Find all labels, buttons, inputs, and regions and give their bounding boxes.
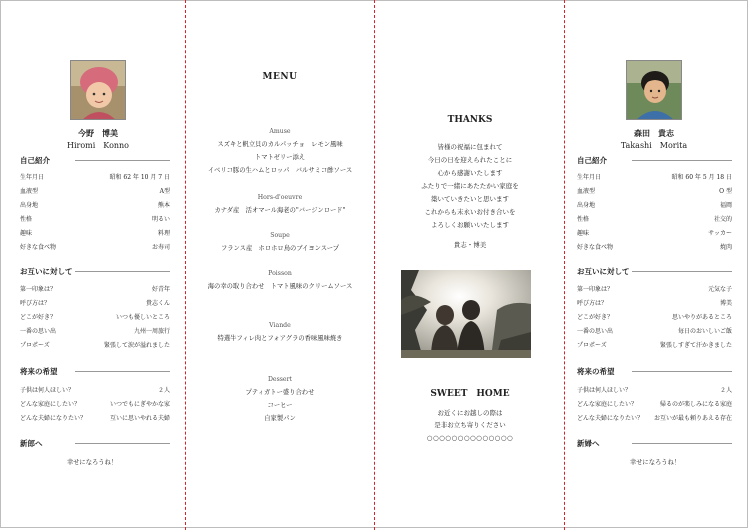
thanks-message-line: 今日の日を迎えられたことに <box>427 156 513 164</box>
profile-row <box>20 341 170 351</box>
profile-row-value: ２人 <box>157 387 170 394</box>
profile-row-value: 明るい <box>151 216 170 223</box>
section-title: 自己紹介 <box>577 156 607 165</box>
profile-row-value: 互いに思いやれる夫婦 <box>109 415 170 422</box>
profile-row-label: 趣味 <box>577 230 590 237</box>
profile-row <box>20 285 170 295</box>
profile-row-label: 呼び方は？ <box>20 300 51 307</box>
profile-row <box>20 201 170 211</box>
profile-row-value: いつも優しいところ <box>115 314 170 321</box>
bride-profile-panel <box>565 0 750 530</box>
profile-row <box>577 201 732 211</box>
profile-row-value: 緊張しすぎて汗かきました <box>659 342 732 349</box>
profile-row-value: 社交的 <box>713 216 732 223</box>
section-title: 新郎へ <box>20 439 43 448</box>
profile-row-label: 子供は何人ほしい？ <box>20 387 75 394</box>
profile-row <box>20 414 170 424</box>
profile-row-value: 好青年 <box>151 286 170 293</box>
profile-row-value: サッカー <box>708 230 732 237</box>
menu-dish: スズキと帆立貝のカルパッチョ レモン風味 <box>217 141 343 148</box>
profile-row <box>20 187 170 197</box>
profile-row-value: 帰るのが楽しみになる家庭 <box>659 401 732 408</box>
profile-row <box>20 400 170 410</box>
thanks-title: THANKS <box>447 115 493 125</box>
profile-row-label: 出身地 <box>577 202 596 209</box>
course-name: Viande <box>269 322 291 329</box>
profile-row-label: 生年月日 <box>577 174 602 181</box>
profile-row-label: プロポーズ <box>577 342 607 349</box>
profile-row-value: お互いが最も頼りあえる存在 <box>653 415 732 422</box>
thanks-message-line: ふたりで一緒にあたたかい家庭を <box>421 182 519 190</box>
profile-row-label: 好きな食べ物 <box>20 244 57 251</box>
profile-row-value: 緊張して涙が溢れました <box>103 342 170 349</box>
thanks-message-line: 皆様の祝福に包まれて <box>437 143 503 151</box>
profile-row <box>577 215 732 225</box>
bride-photo <box>626 60 682 120</box>
menu-dish: 特選牛フィレ肉とフォアグラの香味風味焼き <box>217 335 343 342</box>
section-title: お互いに対して <box>20 267 73 276</box>
profile-row-label: どこが好き？ <box>20 314 57 321</box>
section-divider <box>75 371 170 372</box>
profile-row-value: 九州一周旅行 <box>133 328 170 335</box>
thanks-message-line: 築いていきたいと思います <box>431 195 509 203</box>
section-title: 将来の希望 <box>20 367 58 376</box>
profile-row <box>20 386 170 396</box>
profile-row <box>20 313 170 323</box>
thanks-message-line: これからも末永いお付き合いを <box>424 208 516 216</box>
profile-row-label: どこが好き？ <box>577 314 614 321</box>
profile-row-value: お寿司 <box>151 244 170 251</box>
profile-row-label: どんな家庭にしたい？ <box>577 401 638 408</box>
section-title: 将来の希望 <box>577 367 615 376</box>
profile-row <box>577 341 732 351</box>
groom-photo <box>70 60 126 120</box>
menu-dish: プティガトー盛り合わせ <box>245 389 315 396</box>
menu-dish: カナダ産 活オマール海老の"バージンロード" <box>214 207 346 214</box>
profile-row <box>20 327 170 337</box>
section-divider <box>632 371 732 372</box>
profile-row <box>577 187 732 197</box>
profile-row-value: 焼肉 <box>719 244 732 251</box>
profile-row-label: 性格 <box>577 216 590 223</box>
thanks-message-line: よろしくお願いいたします <box>431 221 509 229</box>
profile-row-value: 貴志くん <box>145 300 170 307</box>
profile-row-value: 思いやりがあるところ <box>671 314 732 321</box>
profile-row-label: どんな家庭にしたい？ <box>20 401 81 408</box>
profile-row-value: いつでもにぎやかな家 <box>109 401 170 408</box>
menu-dish: 自家製パン <box>264 415 296 422</box>
menu-dish: イベリコ豚の生ハムとロッパ バルサミコ酢ソース <box>207 167 353 174</box>
profile-row <box>577 229 732 239</box>
profile-row-label: プロポーズ <box>20 342 50 349</box>
profile-row-value: 毎日のおいしいご飯 <box>677 328 732 335</box>
bride-message: 幸せになろうね！ <box>629 459 681 466</box>
profile-row-label: どんな夫婦になりたい？ <box>20 415 87 422</box>
section-title: 自己紹介 <box>20 156 50 165</box>
profile-row-label: 好きな食べ物 <box>577 244 614 251</box>
profile-row-label: 出身地 <box>20 202 39 209</box>
thanks-message-line: 心から感謝いたします <box>437 169 503 177</box>
profile-row <box>577 327 732 337</box>
groom-profile-panel <box>0 0 185 530</box>
profile-row <box>20 173 170 183</box>
profile-row-value: 昭和 62 年 10 月 7 日 <box>109 174 170 181</box>
profile-row-label: 性格 <box>20 216 33 223</box>
profile-row-value: 昭和 60 年 5 月 18 日 <box>671 174 732 181</box>
profile-row-value: O 型 <box>719 188 732 195</box>
profile-row <box>577 313 732 323</box>
section-divider <box>632 271 732 272</box>
couple-photo <box>401 270 531 358</box>
home-message-line: 是非お立ち寄りください <box>434 421 506 429</box>
bride-name-jp: 森田 貴志 <box>634 128 674 138</box>
section-divider <box>75 443 170 444</box>
profile-row <box>577 285 732 295</box>
section-divider <box>632 160 732 161</box>
profile-row-value: 熊本 <box>157 202 170 209</box>
section-title: 新婦へ <box>577 439 600 448</box>
profile-row <box>577 173 732 183</box>
profile-row <box>577 243 732 253</box>
profile-row-label: 第一印象は？ <box>577 286 614 293</box>
profile-row-value: 福岡 <box>719 202 732 209</box>
profile-row <box>577 400 732 410</box>
profile-row <box>20 243 170 253</box>
profile-row-label: 生年月日 <box>20 174 45 181</box>
profile-row-label: どんな夫婦になりたい？ <box>577 415 644 422</box>
section-title: お互いに対して <box>577 267 630 276</box>
thanks-panel <box>375 0 564 530</box>
profile-row-label: 血液型 <box>20 188 39 195</box>
profile-row-value: ２人 <box>719 387 732 394</box>
profile-row-value: 博美 <box>719 300 732 307</box>
groom-name-jp: 今野 博美 <box>78 128 118 138</box>
groom-name-en: Hiromi Konno <box>66 141 130 150</box>
profile-row <box>20 299 170 309</box>
thanks-signature: 貴志・博美 <box>453 241 487 249</box>
section-divider <box>75 271 170 272</box>
profile-row-label: 第一印象は？ <box>20 286 57 293</box>
course-name: Soupe <box>270 232 290 239</box>
profile-row-label: 呼び方は？ <box>577 300 608 307</box>
menu-dish: 海の幸の取り合わせ トマト風味のクリームソース <box>207 283 353 290</box>
home-message-line: お近くにお越しの際は <box>437 409 503 417</box>
profile-row <box>20 215 170 225</box>
section-divider <box>75 160 170 161</box>
menu-dish: フランス産 ホロホロ鳥のブイヨンスープ <box>220 245 340 252</box>
menu-dish: トマトゼリー添え <box>254 154 306 161</box>
profile-row <box>577 414 732 424</box>
sweet-home-title: SWEET HOME <box>430 389 510 399</box>
profile-row <box>577 386 732 396</box>
profile-row-label: 血液型 <box>577 188 596 195</box>
course-name: Poisson <box>268 270 292 277</box>
bride-name-en: Takashi Morita <box>620 141 688 150</box>
course-name: Amuse <box>269 128 291 135</box>
menu-panel <box>186 0 374 530</box>
address-placeholder: ○○○○○○○○○○○○○○ <box>426 434 514 442</box>
profile-row-label: 一番の思い出 <box>20 328 57 335</box>
course-name: Dessert <box>267 376 293 383</box>
menu-dish: コーヒー <box>267 402 293 409</box>
profile-row <box>577 299 732 309</box>
section-divider <box>632 443 732 444</box>
menu-title: MENU <box>262 72 298 82</box>
profile-row-label: 趣味 <box>20 230 33 237</box>
profile-row-label: 子供は何人ほしい？ <box>577 387 632 394</box>
profile-row-value: 料理 <box>157 230 170 237</box>
profile-row-label: 一番の思い出 <box>577 328 614 335</box>
profile-row-value: 元気な子 <box>707 286 732 293</box>
profile-row <box>20 229 170 239</box>
course-name: Hors-d'oeuvre <box>257 194 303 201</box>
profile-row-value: A型 <box>159 188 170 195</box>
groom-message: 幸せになろうね！ <box>66 459 118 466</box>
